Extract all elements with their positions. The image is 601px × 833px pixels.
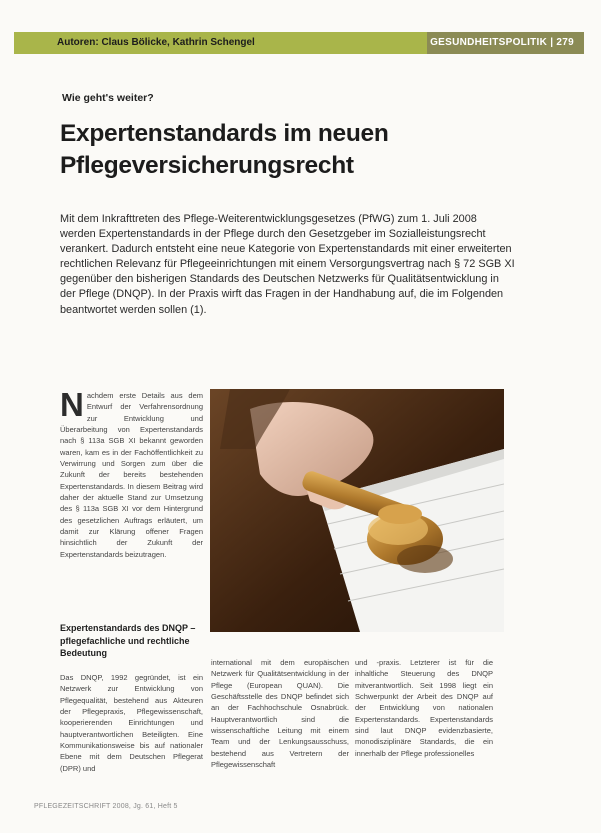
intro-paragraph: [60, 386, 203, 560]
body-column-3: und -praxis. Letzterer ist für die inhaltliche Steuerung des DNQP mitverantwortlich. Seit 1998 liegt ein Schwerpunkt der Arbeit des DNQP auf der Entwicklung von nationalen Expertenstandards. Expertenstandards sind laut DNQP evidenzbasierte, monodisziplinäre Standards, die ein innerhalb der Pflege professionelles: [355, 658, 493, 758]
gavel-illustration: [210, 389, 504, 632]
drop-cap: N: [60, 386, 84, 423]
authors-bar: Autoren: Claus Bölicke, Kathrin Schengel: [14, 32, 427, 54]
article-title: Expertenstandards im neuen Pflegeversicherungsrecht: [60, 120, 389, 179]
section-label: GESUNDHEITSPOLITIK | 279: [427, 32, 584, 54]
section-subheading: Expertenstandards des DNQP – pflegefachliche und rechtliche Bedeutung: [60, 623, 196, 658]
page-footer: PFLEGEZEITSCHRIFT 2008, Jg. 61, Heft 5: [34, 803, 178, 810]
gavel-photo: [210, 389, 504, 632]
article-lead: Mit dem Inkrafttreten des Pflege-Weiterentwicklungsgesetzes (PfWG) zum 1. Juli 2008 werden Expertenstandards in der Pflege durch den Gesetzgeber im Sozialleistungsrecht verankert. Dadurch entsteht eine neue Kategorie von Expertenstandards mit einer erweiterten rechtlichen Relevanz für Pflegeeinrichtungen mit einem Versorgungsvertrag nach § 72 SGB XI gegenüber den bisherigen Standards des Deutschen Netzwerks für Qualitätsentwicklung in der Pflege (DNQP). In der Praxis wirft das Fragen in der Handhabung auf, die im Folgenden beantwortet werden sollen (1).: [60, 213, 515, 316]
intro-text: achdem erste Details aus dem Entwurf der Verfahrensordnung zur Entwicklung und Überarbeitung von Expertenstandards nach § 113a SGB XI bekannt geworden waren, kam es in der Fachöffentlichkeit zu Verwirrung und Sorgen zum über die Zukunft der bereits bestehenden Expertenstandards. In diesem Beitrag wird daher der aktuelle Stand zur Umsetzung des § 113a SGB XI vor dem Hintergrund des gesetzlichen Auftrags erläutert, um damit zur Klärung offener Fragen hinsichtlich der Zukunft der Expertenstandards beizutragen.: [60, 391, 203, 559]
body-column-1: Das DNQP, 1992 gegründet, ist ein Netzwerk zur Entwicklung von Pflegequalität, bestehend aus Akteuren der Pflegepraxis, Pflegewissenschaft, kooperierenden Einrichtungen und hauptverantwortlichen Beteiligten. Eine Kommunikationsweise bis auf nationaler Ebene mit dem Deutschen Pflegerat (DPR) und: [60, 673, 203, 773]
article-kicker: Wie geht's weiter?: [62, 92, 154, 104]
body-column-2: international mit dem europäischen Netzwerk für Qualitätsentwicklung in der Pflege (European QUAN). Die Geschäftsstelle des DNQP befindet sich an der Fachhochschule Osnabrück. Hauptverantwortlich sind die wissenschaftliche Leitung mit einem Team und der Lenkungsausschuss, bestehend aus Vertretern der Pflegewissenschaft: [211, 658, 349, 770]
page-header: [14, 32, 584, 54]
